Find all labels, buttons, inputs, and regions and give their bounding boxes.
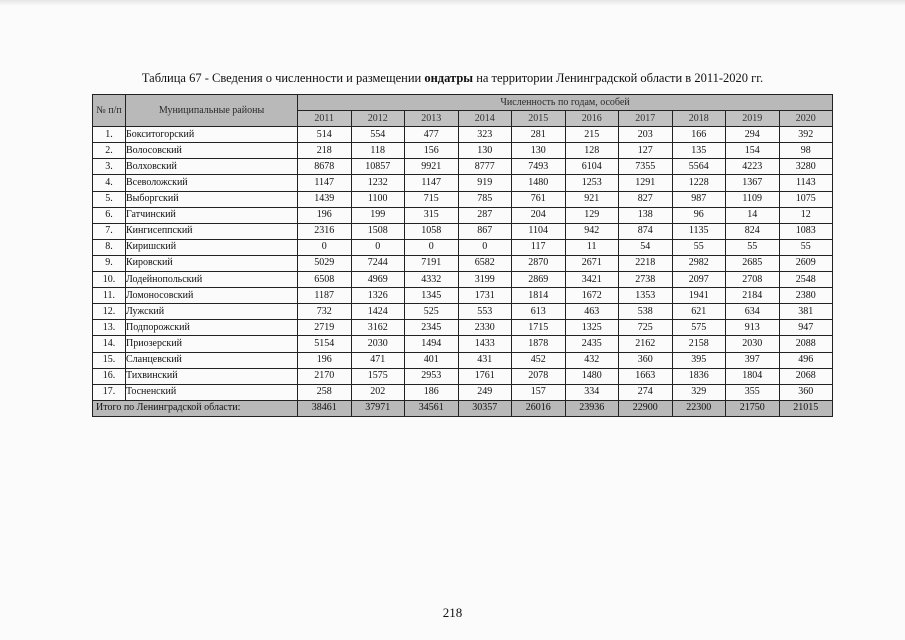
value-cell: 725 [619, 320, 673, 336]
district-name: Киришский [126, 239, 298, 255]
value-cell: 203 [619, 127, 673, 143]
value-cell: 157 [512, 384, 566, 400]
value-cell: 2870 [512, 255, 566, 271]
table-body [93, 127, 833, 417]
value-cell: 1291 [619, 175, 673, 191]
district-name: Всеволожский [126, 175, 298, 191]
value-cell: 2982 [672, 255, 726, 271]
value-cell: 496 [779, 352, 833, 368]
value-cell: 987 [672, 191, 726, 207]
value-cell: 874 [619, 223, 673, 239]
value-cell: 287 [458, 207, 512, 223]
value-cell: 1109 [726, 191, 780, 207]
total-value-cell: 22300 [672, 400, 726, 416]
col-header-group: Численность по годам, особей [298, 95, 833, 111]
value-cell: 11 [565, 239, 619, 255]
value-cell: 135 [672, 143, 726, 159]
value-cell: 7191 [405, 255, 459, 271]
value-cell: 130 [458, 143, 512, 159]
value-cell: 1104 [512, 223, 566, 239]
district-name: Гатчинский [126, 207, 298, 223]
row-number: 2. [93, 143, 126, 159]
caption-bold-species: ондатры [424, 71, 474, 85]
value-cell: 1326 [351, 288, 405, 304]
value-cell: 1663 [619, 368, 673, 384]
value-cell: 274 [619, 384, 673, 400]
district-name: Кировский [126, 255, 298, 271]
value-cell: 1836 [672, 368, 726, 384]
value-cell: 218 [298, 143, 352, 159]
value-cell: 55 [672, 239, 726, 255]
value-cell: 315 [405, 207, 459, 223]
value-cell: 554 [351, 127, 405, 143]
value-cell: 2609 [779, 255, 833, 271]
value-cell: 127 [619, 143, 673, 159]
value-cell: 360 [619, 352, 673, 368]
value-cell: 258 [298, 384, 352, 400]
value-cell: 5564 [672, 159, 726, 175]
value-cell: 2162 [619, 336, 673, 352]
total-value-cell: 30357 [458, 400, 512, 416]
value-cell: 392 [779, 127, 833, 143]
table-row [93, 143, 833, 159]
value-cell: 128 [565, 143, 619, 159]
value-cell: 431 [458, 352, 512, 368]
value-cell: 3280 [779, 159, 833, 175]
row-number: 12. [93, 304, 126, 320]
row-number: 13. [93, 320, 126, 336]
row-number: 1. [93, 127, 126, 143]
value-cell: 913 [726, 320, 780, 336]
value-cell: 7244 [351, 255, 405, 271]
district-name: Тосненский [126, 384, 298, 400]
value-cell: 553 [458, 304, 512, 320]
value-cell: 4332 [405, 272, 459, 288]
value-cell: 947 [779, 320, 833, 336]
header-row-top [93, 95, 833, 111]
value-cell: 2184 [726, 288, 780, 304]
col-header-number: № п/п [93, 95, 126, 127]
value-cell: 1143 [779, 175, 833, 191]
row-number: 6. [93, 207, 126, 223]
value-cell: 432 [565, 352, 619, 368]
value-cell: 1325 [565, 320, 619, 336]
row-number: 3. [93, 159, 126, 175]
value-cell: 827 [619, 191, 673, 207]
value-cell: 215 [565, 127, 619, 143]
total-value-cell: 22900 [619, 400, 673, 416]
value-cell: 1480 [565, 368, 619, 384]
value-cell: 2345 [405, 320, 459, 336]
value-cell: 761 [512, 191, 566, 207]
value-cell: 395 [672, 352, 726, 368]
table-row [93, 384, 833, 400]
row-number: 11. [93, 288, 126, 304]
value-cell: 98 [779, 143, 833, 159]
row-number: 5. [93, 191, 126, 207]
value-cell: 55 [779, 239, 833, 255]
value-cell: 1761 [458, 368, 512, 384]
value-cell: 202 [351, 384, 405, 400]
row-number: 16. [93, 368, 126, 384]
total-value-cell: 26016 [512, 400, 566, 416]
year-header: 2018 [672, 111, 726, 127]
district-name: Волосовский [126, 143, 298, 159]
district-name: Лужский [126, 304, 298, 320]
value-cell: 1345 [405, 288, 459, 304]
value-cell: 732 [298, 304, 352, 320]
value-cell: 401 [405, 352, 459, 368]
value-cell: 824 [726, 223, 780, 239]
value-cell: 1814 [512, 288, 566, 304]
table-row [93, 336, 833, 352]
value-cell: 1424 [351, 304, 405, 320]
value-cell: 2719 [298, 320, 352, 336]
value-cell: 2088 [779, 336, 833, 352]
value-cell: 634 [726, 304, 780, 320]
total-value-cell: 23936 [565, 400, 619, 416]
value-cell: 942 [565, 223, 619, 239]
year-header: 2014 [458, 111, 512, 127]
caption-suffix: на территории Ленинградской области в 2011-2020 гг. [473, 71, 764, 85]
value-cell: 3421 [565, 272, 619, 288]
value-cell: 2685 [726, 255, 780, 271]
value-cell: 2380 [779, 288, 833, 304]
district-name: Подпорожский [126, 320, 298, 336]
value-cell: 166 [672, 127, 726, 143]
value-cell: 294 [726, 127, 780, 143]
table-row [93, 127, 833, 143]
row-number: 8. [93, 239, 126, 255]
value-cell: 10857 [351, 159, 405, 175]
value-cell: 55 [726, 239, 780, 255]
value-cell: 538 [619, 304, 673, 320]
table-row [93, 207, 833, 223]
col-header-district: Муниципальные районы [126, 95, 298, 127]
value-cell: 4223 [726, 159, 780, 175]
value-cell: 14 [726, 207, 780, 223]
value-cell: 463 [565, 304, 619, 320]
value-cell: 1147 [405, 175, 459, 191]
row-number: 15. [93, 352, 126, 368]
value-cell: 1508 [351, 223, 405, 239]
value-cell: 613 [512, 304, 566, 320]
value-cell: 1058 [405, 223, 459, 239]
page-number: 218 [442, 605, 463, 620]
value-cell: 323 [458, 127, 512, 143]
value-cell: 715 [405, 191, 459, 207]
row-number: 4. [93, 175, 126, 191]
value-cell: 54 [619, 239, 673, 255]
value-cell: 785 [458, 191, 512, 207]
value-cell: 138 [619, 207, 673, 223]
value-cell: 2068 [779, 368, 833, 384]
value-cell: 8777 [458, 159, 512, 175]
table-caption [0, 71, 905, 86]
value-cell: 1731 [458, 288, 512, 304]
value-cell: 2158 [672, 336, 726, 352]
district-name: Волховский [126, 159, 298, 175]
table-row [93, 255, 833, 271]
value-cell: 4969 [351, 272, 405, 288]
table-row [93, 159, 833, 175]
value-cell: 5154 [298, 336, 352, 352]
value-cell: 156 [405, 143, 459, 159]
value-cell: 12 [779, 207, 833, 223]
value-cell: 8678 [298, 159, 352, 175]
value-cell: 6508 [298, 272, 352, 288]
value-cell: 867 [458, 223, 512, 239]
value-cell: 1228 [672, 175, 726, 191]
district-name: Кингисеппский [126, 223, 298, 239]
value-cell: 525 [405, 304, 459, 320]
value-cell: 1804 [726, 368, 780, 384]
table-row [93, 175, 833, 191]
scan-edge-shadow [0, 0, 905, 6]
value-cell: 360 [779, 384, 833, 400]
value-cell: 575 [672, 320, 726, 336]
row-number: 17. [93, 384, 126, 400]
row-number: 9. [93, 255, 126, 271]
value-cell: 2435 [565, 336, 619, 352]
value-cell: 1253 [565, 175, 619, 191]
value-cell: 96 [672, 207, 726, 223]
total-value-cell: 37971 [351, 400, 405, 416]
value-cell: 3162 [351, 320, 405, 336]
year-header: 2012 [351, 111, 405, 127]
value-cell: 196 [298, 352, 352, 368]
district-name: Сланцевский [126, 352, 298, 368]
table-row [93, 223, 833, 239]
value-cell: 452 [512, 352, 566, 368]
value-cell: 5029 [298, 255, 352, 271]
value-cell: 1878 [512, 336, 566, 352]
value-cell: 329 [672, 384, 726, 400]
value-cell: 381 [779, 304, 833, 320]
value-cell: 0 [351, 239, 405, 255]
value-cell: 2869 [512, 272, 566, 288]
value-cell: 1715 [512, 320, 566, 336]
value-cell: 1083 [779, 223, 833, 239]
value-cell: 129 [565, 207, 619, 223]
value-cell: 6104 [565, 159, 619, 175]
value-cell: 1941 [672, 288, 726, 304]
value-cell: 0 [405, 239, 459, 255]
value-cell: 0 [298, 239, 352, 255]
value-cell: 0 [458, 239, 512, 255]
caption-prefix: Таблица 67 - Сведения о численности и размещении [141, 71, 425, 85]
row-number: 7. [93, 223, 126, 239]
value-cell: 921 [565, 191, 619, 207]
value-cell: 204 [512, 207, 566, 223]
total-value-cell: 21750 [726, 400, 780, 416]
table-row [93, 288, 833, 304]
value-cell: 117 [512, 239, 566, 255]
value-cell: 7493 [512, 159, 566, 175]
value-cell: 1367 [726, 175, 780, 191]
district-name: Лодейнопольский [126, 272, 298, 288]
value-cell: 514 [298, 127, 352, 143]
value-cell: 2078 [512, 368, 566, 384]
value-cell: 397 [726, 352, 780, 368]
value-cell: 1232 [351, 175, 405, 191]
year-header: 2020 [779, 111, 833, 127]
value-cell: 186 [405, 384, 459, 400]
total-value-cell: 21015 [779, 400, 833, 416]
value-cell: 199 [351, 207, 405, 223]
table-row [93, 304, 833, 320]
value-cell: 1187 [298, 288, 352, 304]
total-value-cell: 38461 [298, 400, 352, 416]
value-cell: 477 [405, 127, 459, 143]
district-name: Ломоносовский [126, 288, 298, 304]
value-cell: 334 [565, 384, 619, 400]
total-value-cell: 34561 [405, 400, 459, 416]
value-cell: 1480 [512, 175, 566, 191]
value-cell: 621 [672, 304, 726, 320]
population-table [92, 94, 833, 417]
value-cell: 2097 [672, 272, 726, 288]
year-header: 2019 [726, 111, 780, 127]
table-row [93, 320, 833, 336]
value-cell: 9921 [405, 159, 459, 175]
value-cell: 2030 [351, 336, 405, 352]
value-cell: 2218 [619, 255, 673, 271]
row-number: 14. [93, 336, 126, 352]
year-header: 2017 [619, 111, 673, 127]
value-cell: 2316 [298, 223, 352, 239]
value-cell: 2030 [726, 336, 780, 352]
value-cell: 1672 [565, 288, 619, 304]
value-cell: 1433 [458, 336, 512, 352]
value-cell: 1575 [351, 368, 405, 384]
value-cell: 281 [512, 127, 566, 143]
value-cell: 130 [512, 143, 566, 159]
total-row [93, 400, 833, 416]
district-name: Выборгский [126, 191, 298, 207]
value-cell: 355 [726, 384, 780, 400]
table-row [93, 272, 833, 288]
district-name: Тихвинский [126, 368, 298, 384]
value-cell: 249 [458, 384, 512, 400]
table-row [93, 191, 833, 207]
value-cell: 1439 [298, 191, 352, 207]
year-header: 2015 [512, 111, 566, 127]
table-row [93, 352, 833, 368]
value-cell: 471 [351, 352, 405, 368]
value-cell: 3199 [458, 272, 512, 288]
value-cell: 1075 [779, 191, 833, 207]
table-row [93, 239, 833, 255]
value-cell: 1100 [351, 191, 405, 207]
value-cell: 154 [726, 143, 780, 159]
year-header: 2013 [405, 111, 459, 127]
value-cell: 2548 [779, 272, 833, 288]
value-cell: 2671 [565, 255, 619, 271]
value-cell: 919 [458, 175, 512, 191]
value-cell: 2953 [405, 368, 459, 384]
district-name: Приозерский [126, 336, 298, 352]
value-cell: 196 [298, 207, 352, 223]
value-cell: 1135 [672, 223, 726, 239]
total-label: Итого по Ленинградской области: [93, 400, 298, 416]
value-cell: 6582 [458, 255, 512, 271]
value-cell: 118 [351, 143, 405, 159]
district-name: Бокситогорский [126, 127, 298, 143]
year-header: 2016 [565, 111, 619, 127]
value-cell: 1353 [619, 288, 673, 304]
table-row [93, 368, 833, 384]
value-cell: 2738 [619, 272, 673, 288]
value-cell: 1494 [405, 336, 459, 352]
value-cell: 7355 [619, 159, 673, 175]
value-cell: 2330 [458, 320, 512, 336]
value-cell: 2170 [298, 368, 352, 384]
value-cell: 1147 [298, 175, 352, 191]
row-number: 10. [93, 272, 126, 288]
year-header: 2011 [298, 111, 352, 127]
value-cell: 2708 [726, 272, 780, 288]
